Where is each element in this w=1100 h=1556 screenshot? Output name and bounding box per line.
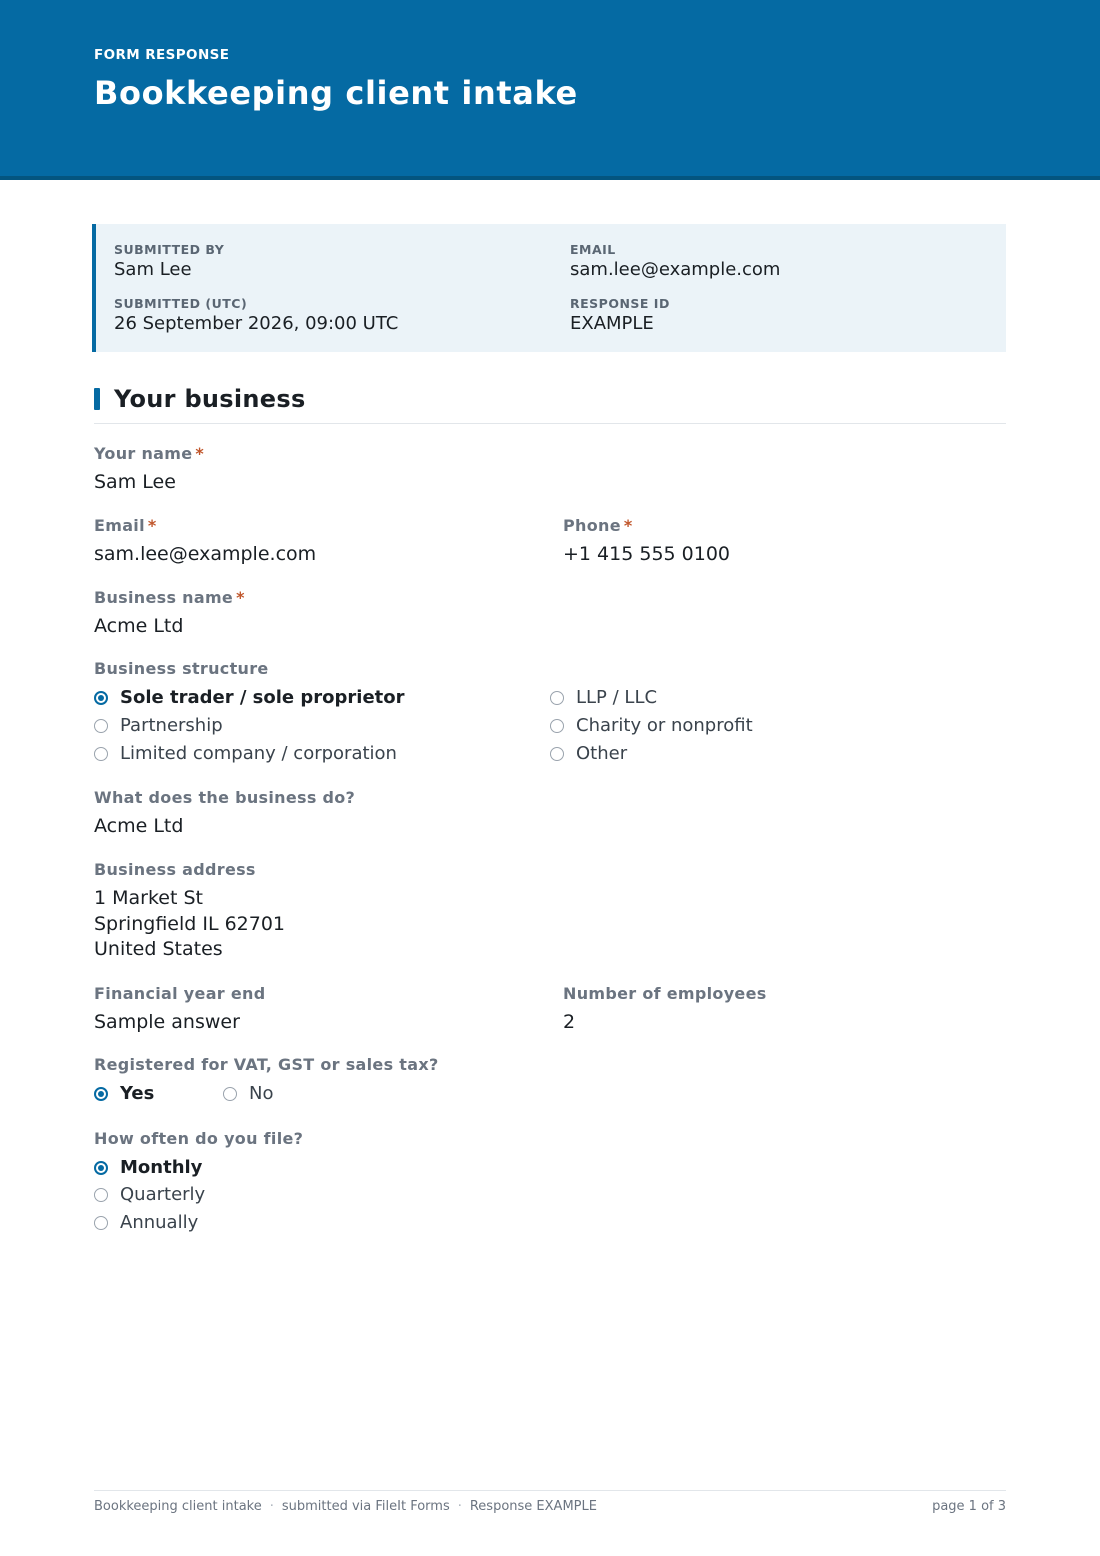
radio-selected-icon (94, 691, 108, 705)
option-label: Quarterly (120, 1184, 206, 1205)
meta-value: EXAMPLE (570, 313, 654, 334)
page-header (0, 0, 1100, 180)
field-label: Financial year end (94, 984, 266, 1003)
footer-form-name: Bookkeeping client intake (94, 1499, 262, 1514)
field-label: Your name * (94, 444, 205, 463)
meta-label: SUBMITTED BY (114, 242, 225, 257)
field-business-activity (94, 788, 355, 839)
option-label: Annually (120, 1212, 199, 1233)
address-line: United States (94, 938, 223, 960)
radio-selected-icon (94, 1087, 108, 1101)
radio-empty-icon (223, 1087, 237, 1101)
option-label: Yes (120, 1083, 155, 1104)
field-value: Acme Ltd (94, 815, 184, 837)
meta-value: sam.lee@example.com (570, 259, 781, 280)
radio-empty-icon (94, 719, 108, 733)
footer-separator: · (269, 1499, 274, 1514)
field-value: sam.lee@example.com (94, 543, 317, 565)
meta-submitted-date (114, 296, 398, 335)
header-eyebrow: FORM RESPONSE (94, 47, 230, 63)
meta-email (570, 242, 780, 281)
radio-empty-icon (550, 691, 564, 705)
required-marker: * (623, 516, 633, 535)
meta-value: Sam Lee (114, 259, 192, 280)
page-footer (94, 1490, 1006, 1520)
field-value: Acme Ltd (94, 615, 184, 637)
required-marker: * (147, 516, 157, 535)
field-value: Sam Lee (94, 471, 176, 493)
radio-empty-icon (94, 1188, 108, 1202)
submission-meta-panel (92, 224, 1006, 352)
option-label: No (249, 1083, 274, 1104)
radio-empty-icon (550, 747, 564, 761)
field-number-of-employees (563, 984, 767, 1035)
field-label: Phone * (563, 516, 633, 535)
meta-label: EMAIL (570, 242, 616, 257)
footer-separator: · (457, 1499, 462, 1514)
option-label: Partnership (120, 715, 223, 736)
address-line: 1 Market St (94, 887, 203, 909)
page-number: page 1 of 3 (932, 1499, 1006, 1514)
field-value: 2 (563, 1011, 576, 1033)
meta-submitted-by (114, 242, 224, 281)
option-label: Other (576, 743, 628, 764)
field-financial-year-end (94, 984, 265, 1035)
required-marker: * (195, 444, 205, 463)
meta-response-id (570, 296, 670, 335)
field-phone (563, 516, 730, 567)
footer-info (94, 1499, 597, 1514)
address-line: Springfield IL 62701 (94, 912, 286, 935)
field-label: How often do you file? (94, 1129, 304, 1148)
required-marker: * (236, 588, 245, 607)
page-title: Bookkeeping client intake (94, 74, 578, 112)
section-heading (94, 384, 1006, 424)
option-label: Charity or nonprofit (576, 715, 753, 736)
field-filing-frequency (94, 1129, 303, 1149)
section-accent-bar (94, 388, 100, 410)
option-label: Limited company / corporation (120, 743, 397, 764)
option-label: LLP / LLC (576, 687, 658, 708)
field-label: Business address (94, 860, 256, 879)
address-lines (94, 886, 285, 963)
field-tax-registered (94, 1055, 439, 1075)
field-value: Sample answer (94, 1011, 240, 1033)
field-value: +1 415 555 0100 (563, 543, 731, 565)
footer-response: Response EXAMPLE (469, 1499, 597, 1514)
field-label: Business name * (94, 588, 245, 607)
meta-label: SUBMITTED (UTC) (114, 296, 248, 311)
footer-via: submitted via FileIt Forms (281, 1499, 450, 1514)
field-email (94, 516, 316, 567)
field-label: Business structure (94, 659, 269, 678)
radio-empty-icon (550, 719, 564, 733)
meta-label: RESPONSE ID (570, 296, 670, 311)
section-title: Your business (114, 385, 306, 413)
radio-selected-icon (94, 1161, 108, 1175)
field-business-structure (94, 659, 269, 679)
field-label: Number of employees (563, 984, 767, 1003)
radio-empty-icon (94, 1216, 108, 1230)
radio-empty-icon (94, 747, 108, 761)
field-your-name (94, 444, 204, 495)
option-label: Monthly (120, 1157, 203, 1178)
field-label: Email * (94, 516, 157, 535)
field-business-name (94, 588, 245, 639)
field-label: What does the business do? (94, 788, 356, 807)
field-business-address (94, 860, 285, 963)
option-label: Sole trader / sole proprietor (120, 687, 405, 708)
meta-value: 26 September 2026, 09:00 UTC (114, 313, 399, 334)
field-label: Registered for VAT, GST or sales tax? (94, 1055, 439, 1074)
